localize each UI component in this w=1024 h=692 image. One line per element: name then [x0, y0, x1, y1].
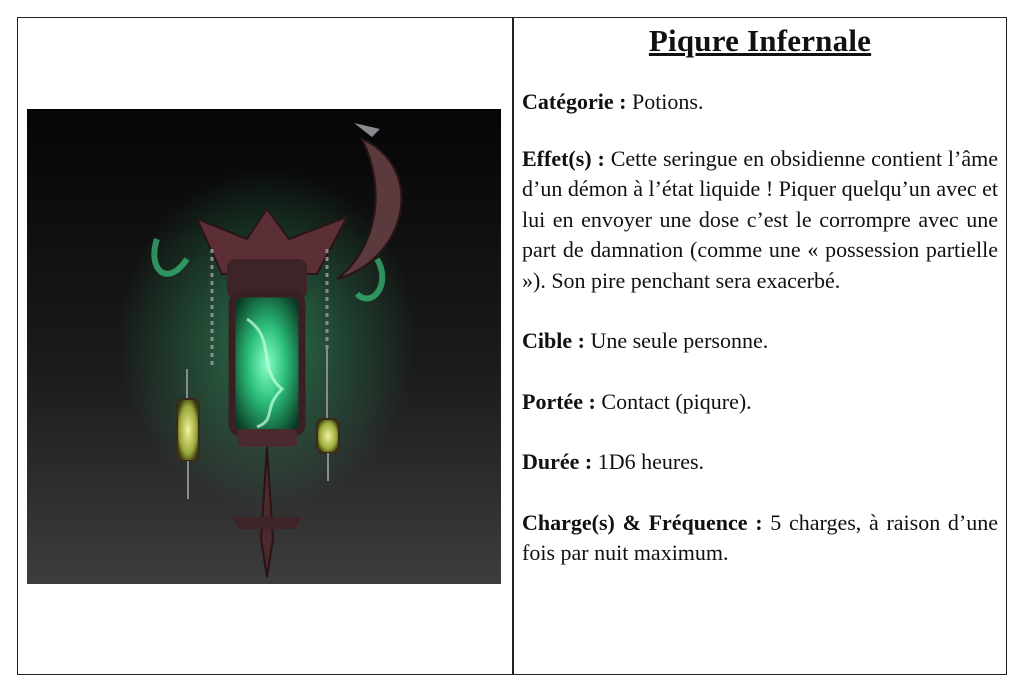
range-field: [522, 387, 998, 418]
effects-field: [522, 144, 998, 297]
range-value: Contact (piqure).: [595, 388, 752, 414]
category-value: Potions.: [626, 89, 704, 114]
item-title: Piqure Infernale: [648, 23, 872, 58]
charges-label: Charge(s) & Fréquence :: [522, 509, 763, 535]
duration-label: Durée :: [522, 449, 593, 474]
charges-value: 5 charges, à raison d’une fois par nuit maximum.: [522, 509, 998, 565]
category-field: [522, 87, 998, 118]
target-value: Une seule personne.: [584, 328, 769, 353]
item-description: [522, 18, 998, 599]
duration-field: [522, 447, 998, 478]
column-divider: [512, 17, 514, 675]
effects-label: Effet(s) :: [522, 145, 605, 171]
target-label: Cible :: [522, 328, 585, 353]
category-label: Catégorie :: [522, 89, 627, 114]
item-illustration: [27, 109, 501, 584]
charges-field: [522, 508, 998, 569]
duration-value: 1D6 heures.: [592, 449, 705, 474]
target-field: [522, 326, 998, 357]
range-label: Portée :: [522, 388, 596, 414]
effects-value: Cette seringue en obsidienne contient l’âme d’un démon à l’état liquide ! Piquer quelqu’un avec et lui en envoyer une dose c’est le corrompre avec une part de damnation (comme une « possession partielle »). Son pire penchant sera exacerbé.: [522, 145, 998, 293]
